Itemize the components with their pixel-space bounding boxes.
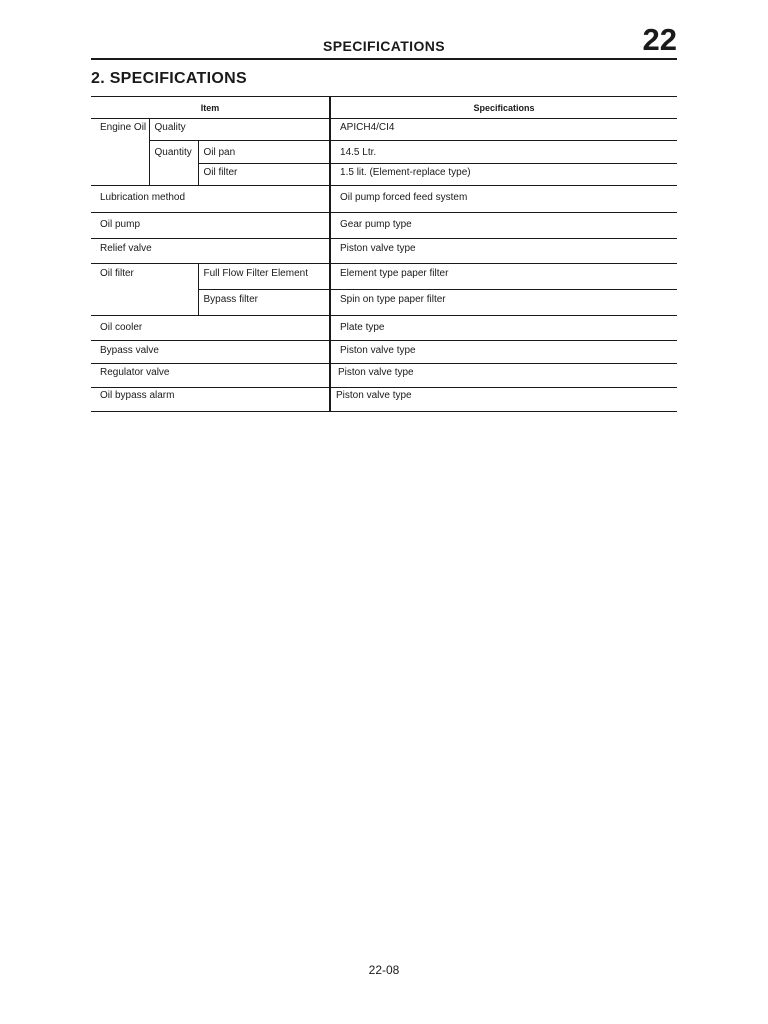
specifications-table	[91, 96, 677, 412]
table-row	[91, 388, 677, 412]
table-row	[91, 264, 677, 290]
lubrication-method-value: Oil pump forced feed system	[330, 186, 677, 213]
table-row	[91, 119, 677, 141]
table-row	[91, 316, 677, 341]
page-number: 22-08	[368, 963, 400, 977]
oil-bypass-alarm-value: Piston valve type	[330, 388, 677, 412]
table-row	[91, 341, 677, 364]
bypass-valve-label: Bypass valve	[91, 341, 330, 364]
relief-valve-label: Relief valve	[91, 239, 330, 264]
table-header-row	[91, 97, 677, 119]
relief-valve-value: Piston valve type	[330, 239, 677, 264]
table-row	[91, 186, 677, 213]
full-flow-filter-label: Full Flow Filter Element	[198, 264, 330, 290]
column-header-specifications: Specifications	[330, 97, 677, 119]
column-header-item: Item	[91, 97, 330, 119]
quantity-label: Quantity	[149, 141, 198, 186]
oil-cooler-value: Plate type	[330, 316, 677, 341]
oil-pan-label: Oil pan	[198, 141, 330, 164]
oil-filter-quantity-value: 1.5 lit. (Element-replace type)	[330, 164, 677, 186]
section-title: 2. SPECIFICATIONS	[91, 70, 247, 87]
quality-label: Quality	[149, 119, 330, 141]
oil-pump-value: Gear pump type	[330, 213, 677, 239]
table-row	[91, 364, 677, 388]
quality-value: APICH4/CI4	[330, 119, 677, 141]
bypass-valve-value: Piston valve type	[330, 341, 677, 364]
full-flow-filter-value: Element type paper filter	[330, 264, 677, 290]
bypass-filter-value: Spin on type paper filter	[330, 290, 677, 316]
table-row	[91, 239, 677, 264]
table-row	[91, 213, 677, 239]
oil-bypass-alarm-label: Oil bypass alarm	[100, 390, 175, 401]
lubrication-method-label: Lubrication method	[91, 186, 330, 213]
page-header	[91, 20, 677, 60]
chapter-number: 22	[642, 22, 677, 57]
oil-filter-label: Oil filter	[91, 264, 198, 316]
regulator-valve-value: Piston valve type	[330, 364, 677, 388]
oil-cooler-label: Oil cooler	[91, 316, 330, 341]
oil-pan-value: 14.5 Ltr.	[330, 141, 677, 164]
table-row	[91, 141, 677, 164]
regulator-valve-label: Regulator valve	[91, 364, 330, 388]
header-title: SPECIFICATIONS	[322, 38, 446, 54]
bypass-filter-label: Bypass filter	[198, 290, 330, 316]
header-rule	[91, 58, 677, 60]
oil-pump-label: Oil pump	[91, 213, 330, 239]
engine-oil-label: Engine Oil	[91, 119, 149, 186]
oil-filter-quantity-label: Oil filter	[198, 164, 330, 186]
